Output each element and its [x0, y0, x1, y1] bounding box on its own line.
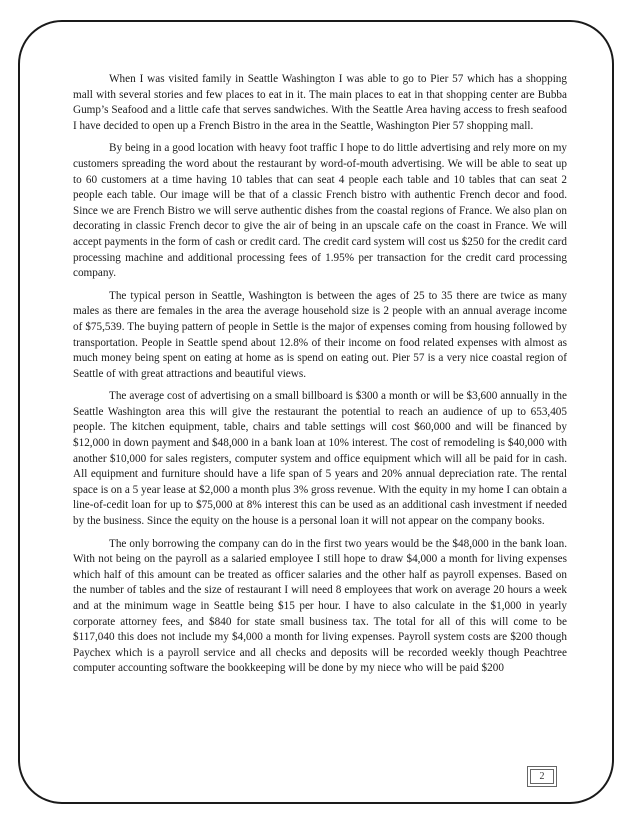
paragraph-4: The average cost of advertising on a small billboard is $300 a month or will be $3,600 annually in the Seattle Washington area this will give the restaurant the potential to reach an audience of up to 653,405 people. The kitchen equipment, table, chairs and table settings will cost $60,000 and will be financed by $12,000 in down payment and $48,000 in a bank loan at 10% interest. The cost of remodeling is $40,000 with another $10,000 for sales registers, computer system and office equipment which will all be paid for in cash. All equipment and furniture should have a life span of 5 years and 20% annual depreciation rate. The rental space is on a 5 year lease at $2,000 a month plus 3% gross revenue. With the equity in my home I can obtain a line-of-cedit loan for up to $75,000 at 8% interest this can be used as an additional cash investment if needed by the business. Since the equity on the house is a personal loan it will not appear on the company books.: [73, 390, 567, 528]
body-text: [73, 72, 567, 684]
paragraph-2: By being in a good location with heavy foot traffic I hope to do little advertising and rely more on my customers spreading the word about the restaurant by word-of-mouth advertising. We will be able to seat up to 60 customers at a time having 10 tables that can seat 4 people each table and 10 tables that can seat 2 people each table. Our image will be that of a classic French bistro with authentic French decor and food. Since we are French Bistro we will serve authentic dishes from the coastal regions of France. We also plan on decorating in classic French decor to give the air of being in an upscale cafe on the coast in France. We will accept payments in the form of cash or credit card. The credit card system will cost us $250 for the credit card processing machine and additional processing fees of 1.95% per transaction for the credit card processing company.: [73, 142, 567, 280]
paragraph-1: When I was visited family in Seattle Washington I was able to go to Pier 57 which has a shopping mall with several stories and few places to eat in it. The main places to eat in that shopping center are Bubba Gump’s Seafood and a little cafe that serves sandwiches. With the Seattle Area having access to fresh seafood I have decided to open up a French Bistro in the area in the Seattle, Washington Pier 57 shopping mall.: [73, 73, 567, 132]
page-number: 2: [530, 769, 554, 784]
paragraph-5: The only borrowing the company can do in the first two years would be the $48,000 in the bank loan. With not being on the payroll as a salaried employee I still hope to draw $4,000 a month for living expenses which half of this amount can be treated as officer salaries and the other half as payroll expenses. Based on the number of tables and the size of restaurant I will need 8 employees that work on average 20 hours a week and at the minimum wage in Seattle being $15 per hour. I have to also calculate in the $1,000 in yearly corporate attorney fees, and $840 for state small business tax. The total for all of this will come to be $117,040 this does not include my $4,000 a month for living expenses. Payroll system costs are $200 though Paychex which is a payroll service and all checks and deposits will be recorded weekly though Peachtree computer accounting software the bookkeeping will be done by my niece who will be paid $200: [73, 537, 567, 675]
page-number-box: [527, 766, 557, 787]
paragraph-3: The typical person in Seattle, Washington is between the ages of 25 to 35 there are twice as many males as there are females in the area the average household size is 2 people with an annual average income of $75,539. The buying pattern of people in Settle is the major of expenses coming from housing followed by transportation. People in Seattle spend about 12.8% of their income on food related expenses with almost as much money being spent on eating at home as is spend on eating out. Pier 57 is a very nice coastal region of Seattle of with great attractions and beautiful views.: [73, 289, 567, 380]
